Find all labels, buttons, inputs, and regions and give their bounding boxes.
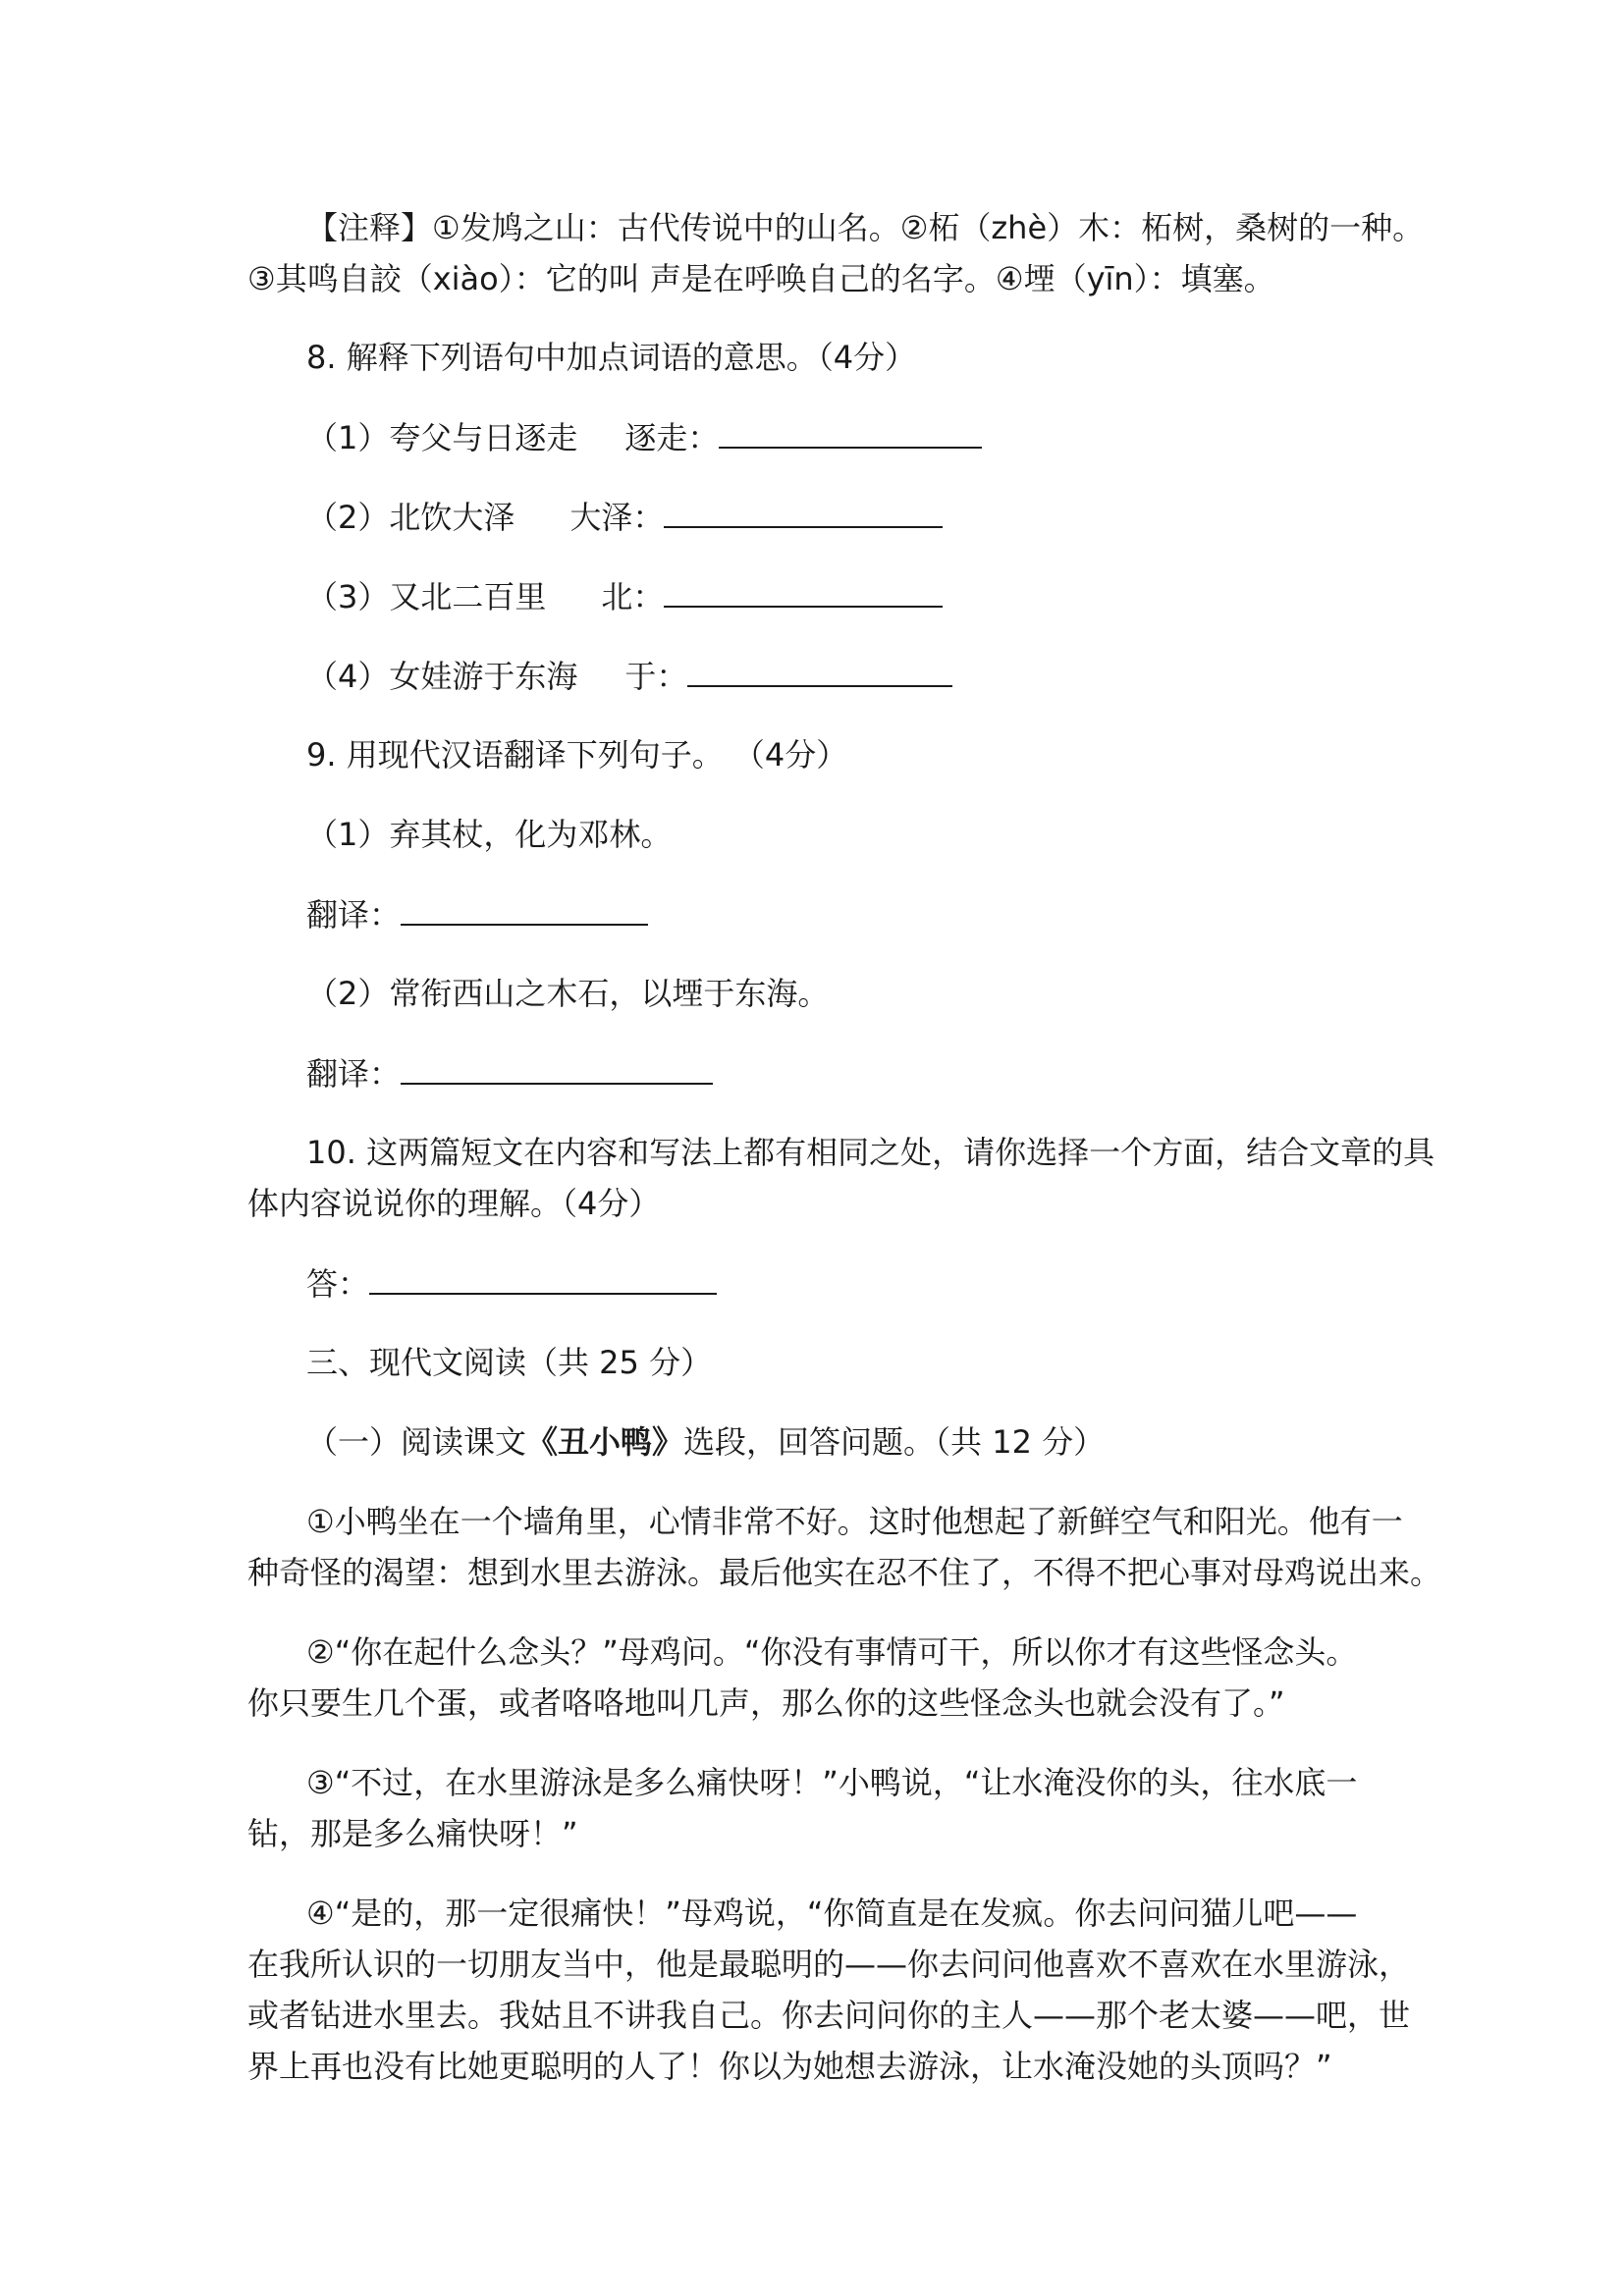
q8-item-2 xyxy=(306,497,943,537)
q9-title: 9. 用现代汉语翻译下列句子。 （4分） xyxy=(306,736,848,774)
q8-item-3 xyxy=(306,576,943,616)
section-3-subtitle-suffix: 选段，回答问题。（共 12 分） xyxy=(683,1423,1106,1461)
passage-p3-line-2: 钻，那是多么痛快呀！” xyxy=(247,1815,578,1852)
q10-answer xyxy=(306,1263,717,1304)
annotation-line-1: 【注释】①发鸠之山：古代传说中的山名。②柘（zhè）木：柘树，桑树的一种。 xyxy=(306,209,1425,246)
passage-p1-line-2: 种奇怪的渴望：想到水里去游泳。最后他实在忍不住了，不得不把心事对母鸡说出来。 xyxy=(247,1554,1442,1591)
q9-translation-2-blank[interactable] xyxy=(401,1053,713,1085)
passage-p4-line-2: 在我所认识的一切朋友当中，他是最聪明的——你去问问他喜欢不喜欢在水里游泳， xyxy=(247,1946,1411,1983)
q8-item-4-word: 于： xyxy=(624,658,688,695)
q8-item-1-word: 逐走： xyxy=(624,419,720,456)
q10-answer-blank[interactable] xyxy=(369,1263,717,1295)
passage-p4-line-3: 或者钻进水里去。我姑且不讲我自己。你去问问你的主人——那个老太婆——吧，世 xyxy=(247,1997,1411,2034)
section-3-title: 三、现代文阅读（共 25 分） xyxy=(306,1344,713,1381)
q8-item-1-sentence: （1）夸父与日逐走 xyxy=(306,419,578,456)
section-3-subtitle-prefix: （一）阅读课文 xyxy=(306,1423,527,1461)
q9-translation-2 xyxy=(306,1053,713,1094)
q8-item-1-blank[interactable] xyxy=(719,417,982,449)
q9-sentence-1: （1）弃其杖，化为邓林。 xyxy=(306,816,673,853)
passage-p2-line-2: 你只要生几个蛋，或者咯咯地叫几声，那么你的这些怪念头也就会没有了。” xyxy=(247,1684,1285,1722)
q8-item-2-sentence: （2）北饮大泽 xyxy=(306,499,515,536)
passage-p4-line-1: ④“是的，那一定很痛快！”母鸡说，“你简直是在发疯。你去问问猫儿吧—— xyxy=(306,1895,1358,1932)
passage-p2-line-1: ②“你在起什么念头？”母鸡问。“你没有事情可干，所以你才有这些怪念头。 xyxy=(306,1633,1358,1671)
q8-item-3-word: 北： xyxy=(601,578,665,615)
section-3-subtitle xyxy=(306,1422,1105,1462)
q8-item-4-sentence: （4）女娃游于东海 xyxy=(306,658,578,695)
q8-item-3-sentence: （3）又北二百里 xyxy=(306,578,547,615)
q9-translation-1-blank[interactable] xyxy=(401,894,648,926)
q8-item-4 xyxy=(306,656,952,696)
annotation-line-2: ③其鸣自詨（xiào）：它的叫 声是在呼唤自己的名字。④堙（yīn）：填塞。 xyxy=(247,260,1275,297)
section-3-book-title: 《丑小鸭》 xyxy=(526,1423,684,1461)
q9-translation-1 xyxy=(306,894,648,934)
passage-p1-line-1: ①小鸭坐在一个墙角里，心情非常不好。这时他想起了新鲜空气和阳光。他有一 xyxy=(306,1503,1403,1540)
q9-translation-2-label: 翻译： xyxy=(306,1055,402,1093)
passage-p3-line-1: ③“不过，在水里游泳是多么痛快呀！”小鸭说，“让水淹没你的头，往水底一 xyxy=(306,1764,1358,1801)
q8-item-3-blank[interactable] xyxy=(664,576,943,608)
q8-item-1 xyxy=(306,417,982,457)
q8-item-2-word: 大泽： xyxy=(569,499,665,536)
q10-line-2: 体内容说说你的理解。（4分） xyxy=(247,1185,661,1222)
passage-p4-line-4: 界上再也没有比她更聪明的人了！你以为她想去游泳，让水淹没她的头顶吗？” xyxy=(247,2048,1332,2085)
q10-answer-label: 答： xyxy=(306,1265,370,1303)
q8-item-4-blank[interactable] xyxy=(687,656,952,687)
q8-title: 8. 解释下列语句中加点词语的意思。（4分） xyxy=(306,339,917,376)
q9-sentence-2: （2）常衔西山之木石，以堙于东海。 xyxy=(306,975,830,1012)
q9-translation-1-label: 翻译： xyxy=(306,896,402,934)
q8-item-2-blank[interactable] xyxy=(664,497,943,528)
q10-line-1: 10. 这两篇短文在内容和写法上都有相同之处，请你选择一个方面，结合文章的具 xyxy=(306,1134,1435,1171)
